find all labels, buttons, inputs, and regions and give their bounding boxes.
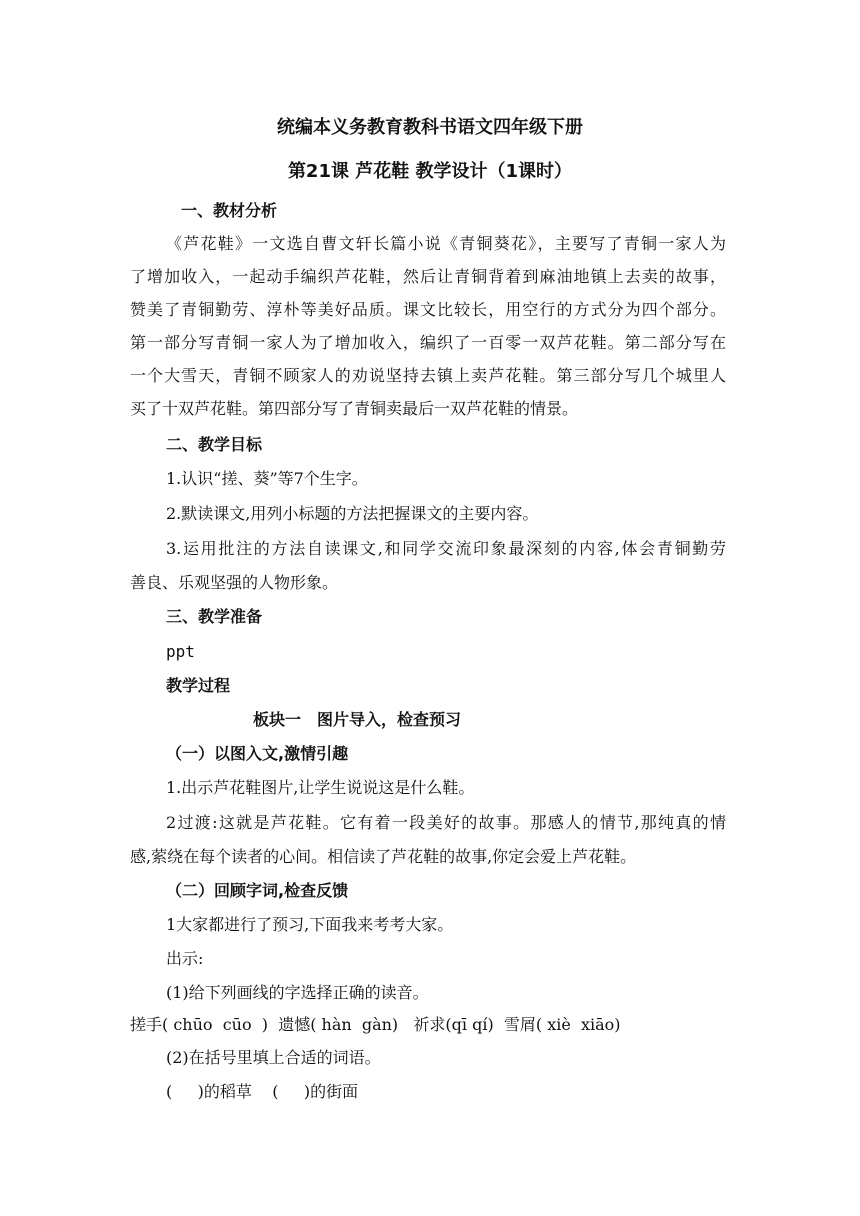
analysis-line-1: 《芦花鞋》一文选自曹文轩长篇小说《青铜葵花》，主要写了青铜一家人为 <box>166 234 726 253</box>
part1-line-2: 2过渡:这就是芦花鞋。它有着一段美好的故事。那感人的情节,那纯真的情 <box>166 813 726 832</box>
part1-heading: （一）以图入文,激情引趣 <box>166 744 349 763</box>
part1-line-3: 感,萦绕在每个读者的心间。相信读了芦花鞋的故事,你定会爱上芦花鞋。 <box>130 847 637 866</box>
prep-text: ppt <box>166 642 195 661</box>
section-heading-prep: 三、教学准备 <box>166 607 263 626</box>
document-title: 统编本义务教育教科书语文四年级下册 <box>277 117 583 138</box>
part2-line-1: 1大家都进行了预习,下面我来考考大家。 <box>166 915 454 934</box>
fill-blank-exercise: ( )的稻草 ( )的街面 <box>166 1082 359 1101</box>
goal-item-1: 1.认识“搓、葵”等7个生字。 <box>166 469 368 488</box>
section-heading-analysis: 一、教材分析 <box>181 201 278 220</box>
section-heading-goals: 二、教学目标 <box>166 435 263 454</box>
part2-line-5: (2)在括号里填上合适的词语。 <box>166 1048 381 1067</box>
analysis-line-2: 了增加收入，一起动手编织芦花鞋，然后让青铜背着到麻油地镇上去卖的故事， <box>130 267 726 286</box>
part2-line-3: (1)给下列画线的字选择正确的读音。 <box>166 983 429 1002</box>
analysis-line-6: 买了十双芦花鞋。第四部分写了青铜卖最后一双芦花鞋的情景。 <box>130 399 579 418</box>
part2-line-2: 出示: <box>166 949 204 968</box>
part2-heading: （二）回顾字词,检查反馈 <box>166 881 349 900</box>
goal-item-3-cont: 善良、乐观坚强的人物形象。 <box>130 573 339 592</box>
analysis-line-4: 第一部分写青铜一家人为了增加收入，编织了一百零一双芦花鞋。第二部分写在 <box>130 333 726 352</box>
analysis-line-5: 一个大雪天，青铜不顾家人的劝说坚持去镇上卖芦花鞋。第三部分写几个城里人 <box>130 366 726 385</box>
analysis-line-3: 赞美了青铜勤劳、淳朴等美好品质。课文比较长，用空行的方式分为四个部分。 <box>130 300 726 319</box>
pinyin-exercise: 搓手( chūo cūo ) 遗憾( hàn gàn) 祈求(qī qí) 雪屑( xiè xiāo) <box>130 1015 621 1034</box>
part1-line-1: 1.出示芦花鞋图片,让学生说说这是什么鞋。 <box>166 778 475 797</box>
lesson-title: 第21课 芦花鞋 教学设计（1课时） <box>287 161 573 182</box>
block-title: 板块一 图片导入，检查预习 <box>253 710 462 729</box>
goal-item-2: 2.默读课文,用列小标题的方法把握课文的主要内容。 <box>166 504 539 523</box>
goal-item-3: 3.运用批注的方法自读课文,和同学交流印象最深刻的内容,体会青铜勤劳 <box>166 539 726 558</box>
process-heading: 教学过程 <box>166 676 231 695</box>
